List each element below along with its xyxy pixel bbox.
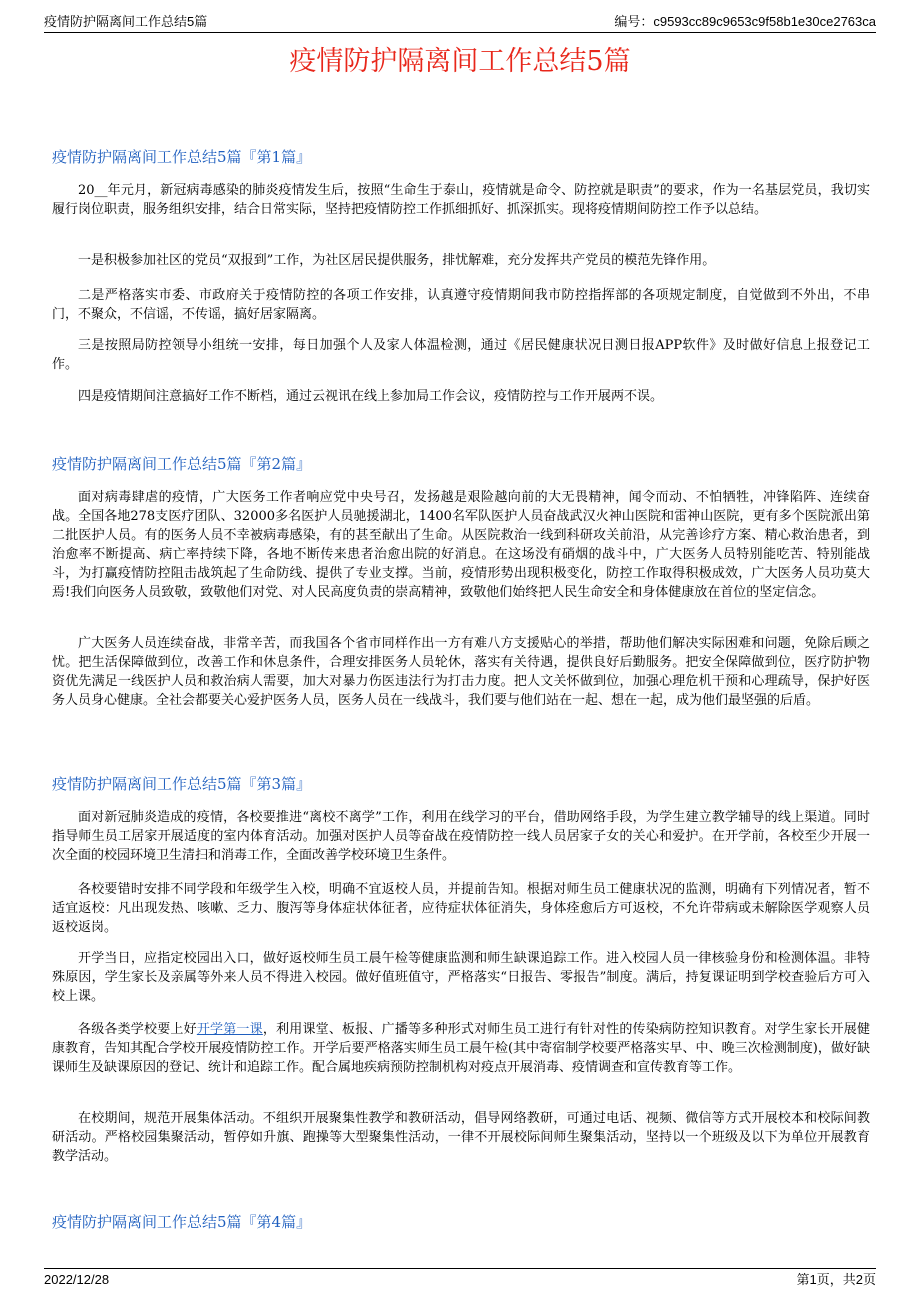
header-code-label: 编号：: [614, 14, 654, 29]
section-3-paragraph: [52, 1020, 870, 1077]
footer-date: 2022/12/28: [44, 1272, 110, 1287]
footer-page-number: 第1页，共2页: [796, 1272, 876, 1287]
section-1-title: 疫情防护隔离间工作总结5篇『第1篇』: [52, 148, 312, 166]
page-footer: [44, 1268, 876, 1289]
header-doc-name: 疫情防护隔离间工作总结5篇: [44, 14, 208, 29]
section-1-paragraph: 二是严格落实市委、市政府关于疫情防控的各项工作安排，认真遵守疫情期间我市防控指挥部的各项规定制度，自觉做到不外出，不串门，不聚众，不信谣，不传谣，搞好居家隔离。: [52, 288, 870, 322]
section-3-title: 疫情防护隔离间工作总结5篇『第3篇』: [52, 775, 312, 793]
section-2-title: 疫情防护隔离间工作总结5篇『第2篇』: [52, 455, 312, 473]
section-2-paragraph: 面对病毒肆虐的疫情，广大医务工作者响应党中央号召，发扬越是艰险越向前的大无畏精神，闻令而动、不怕牺牲，冲锋陷阵、连续奋战。全国各地278支医疗团队、32000多名医护人员驰援湖北，1400名军队医护人员奋战武汉火神山医院和雷神山医院，更有多个医院派出第二批医护人员。有的医务人员不幸被病毒感染，有的甚至献出了生命。从医院救治一线到科研攻关前沿，从完善诊疗方案、精心救治患者，到治愈率不断提高、病亡率持续下降，各地不断传来患者治愈出院的好消息。在这场没有硝烟的战斗中，广大医务人员特别能吃苦、特别能战斗，为打赢疫情防控阻击战筑起了生命防线、提供了专业支撑。当前，疫情形势出现积极变化，防控工作取得积极成效，广大医务人员功莫大焉!我们向医务人员致敬，致敬他们对党、对人民高度负责的崇高精神，致敬他们始终把人民生命安全和身体健康放在首位的坚定信念。: [52, 490, 870, 600]
first-lesson-link[interactable]: 开学第一课: [196, 1022, 263, 1037]
section-3-paragraph: 在校期间，规范开展集体活动。不组织开展聚集性教学和教研活动，倡导网络教研，可通过电话、视频、微信等方式开展校本和校际间教研活动。严格校园集聚活动，暂停如升旗、跑操等大型聚集性活动，一律不开展校际间师生聚集活动，坚持以一个班级及以下为单位开展教育教学活动。: [52, 1111, 870, 1164]
section-3-paragraph: 开学当日，应指定校园出入口，做好返校师生员工晨午检等健康监测和师生缺课追踪工作。进入校园人员一律核验身份和检测体温。非特殊原因，学生家长及亲属等外来人员不得进入校园。做好值班值守，严格落实“日报告、零报告”制度。满后，持复课证明到学校查验后方可入校上课。: [52, 951, 870, 1004]
page-header: [44, 12, 876, 33]
section-1-paragraph: 一是积极参加社区的党员“双报到”工作，为社区居民提供服务，排忧解难，充分发挥共产党员的模范先锋作用。: [78, 253, 716, 268]
header-doc-code: [614, 12, 876, 32]
section-1-paragraph: 20__年元月，新冠病毒感染的肺炎疫情发生后，按照“生命生于泰山，疫情就是命令、防控就是职责”的要求，作为一名基层党员，我切实履行岗位职责，服务组织安排，结合日常实际，坚持把疫情防控工作抓细抓好、抓深抓实。现将疫情期间防控工作予以总结。: [52, 183, 870, 217]
document-title: 疫情防护隔离间工作总结5篇: [289, 46, 631, 77]
section-3-paragraph: 各校要错时安排不同学段和年级学生入校，明确不宜返校人员，并提前告知。根据对师生员工健康状况的监测，明确有下列情况者，暂不适宜返校：凡出现发热、咳嗽、乏力、腹泻等身体症状体征者，应待症状体征消失，身体痊愈后方可返校，不允许带病或未解除医学观察人员返校返岗。: [52, 882, 870, 935]
section-1-paragraph: 三是按照局防控领导小组统一安排，每日加强个人及家人体温检测，通过《居民健康状况日测日报APP软件》及时做好信息上报登记工作。: [52, 338, 870, 372]
paragraph-text: ，利用课堂、板报、广播等多种形式对师生员工进行有针对性的传染病防控知识教育。对学生家长开展健康教育，告知其配合学校开展疫情防控工作。开学后要严格落实师生员工晨午检(其中寄宿制学校要严格落实早、中、晚三次检测制度)，做好缺课师生及缺课原因的登记、统计和追踪工作。配合属地疾病预防控制机构对疫点开展消毒、疫情调查和宣传教育等工作。: [52, 1022, 870, 1075]
paragraph-text: 各级各类学校要上好: [78, 1022, 197, 1037]
section-3-paragraph: 面对新冠肺炎造成的疫情，各校要推进“离校不离学”工作，利用在线学习的平台，借助网络手段，为学生建立教学辅导的线上渠道。同时指导师生员工居家开展适度的室内体育活动。加强对医护人员等奋战在疫情防控一线人员居家子女的关心和爱护。在开学前，各校至少开展一次全面的校园环境卫生清扫和消毒工作，全面改善学校环境卫生条件。: [52, 810, 870, 863]
section-4-title: 疫情防护隔离间工作总结5篇『第4篇』: [52, 1213, 312, 1231]
header-code-value: c9593cc89c9653c9f58b1e30ce2763ca: [653, 14, 876, 29]
section-1-paragraph: 四是疫情期间注意搞好工作不断档，通过云视讯在线上参加局工作会议，疫情防控与工作开展两不误。: [78, 389, 664, 404]
section-2-paragraph: 广大医务人员连续奋战，非常辛苦，而我国各个省市同样作出一方有难八方支援贴心的举措，帮助他们解决实际困难和问题，免除后顾之忧。把生活保障做到位，改善工作和休息条件，合理安排医务人员轮休，落实有关待遇，提供良好后勤服务。把安全保障做到位，医疗防护物资优先满足一线医护人员和救治病人需要，加大对暴力伤医违法行为打击力度。把人文关怀做到位，加强心理危机干预和心理疏导，保护好医务人员身心健康。全社会都要关心爱护医务人员，医务人员在一线战斗，我们要与他们站在一起、想在一起，成为他们最坚强的后盾。: [52, 636, 870, 708]
